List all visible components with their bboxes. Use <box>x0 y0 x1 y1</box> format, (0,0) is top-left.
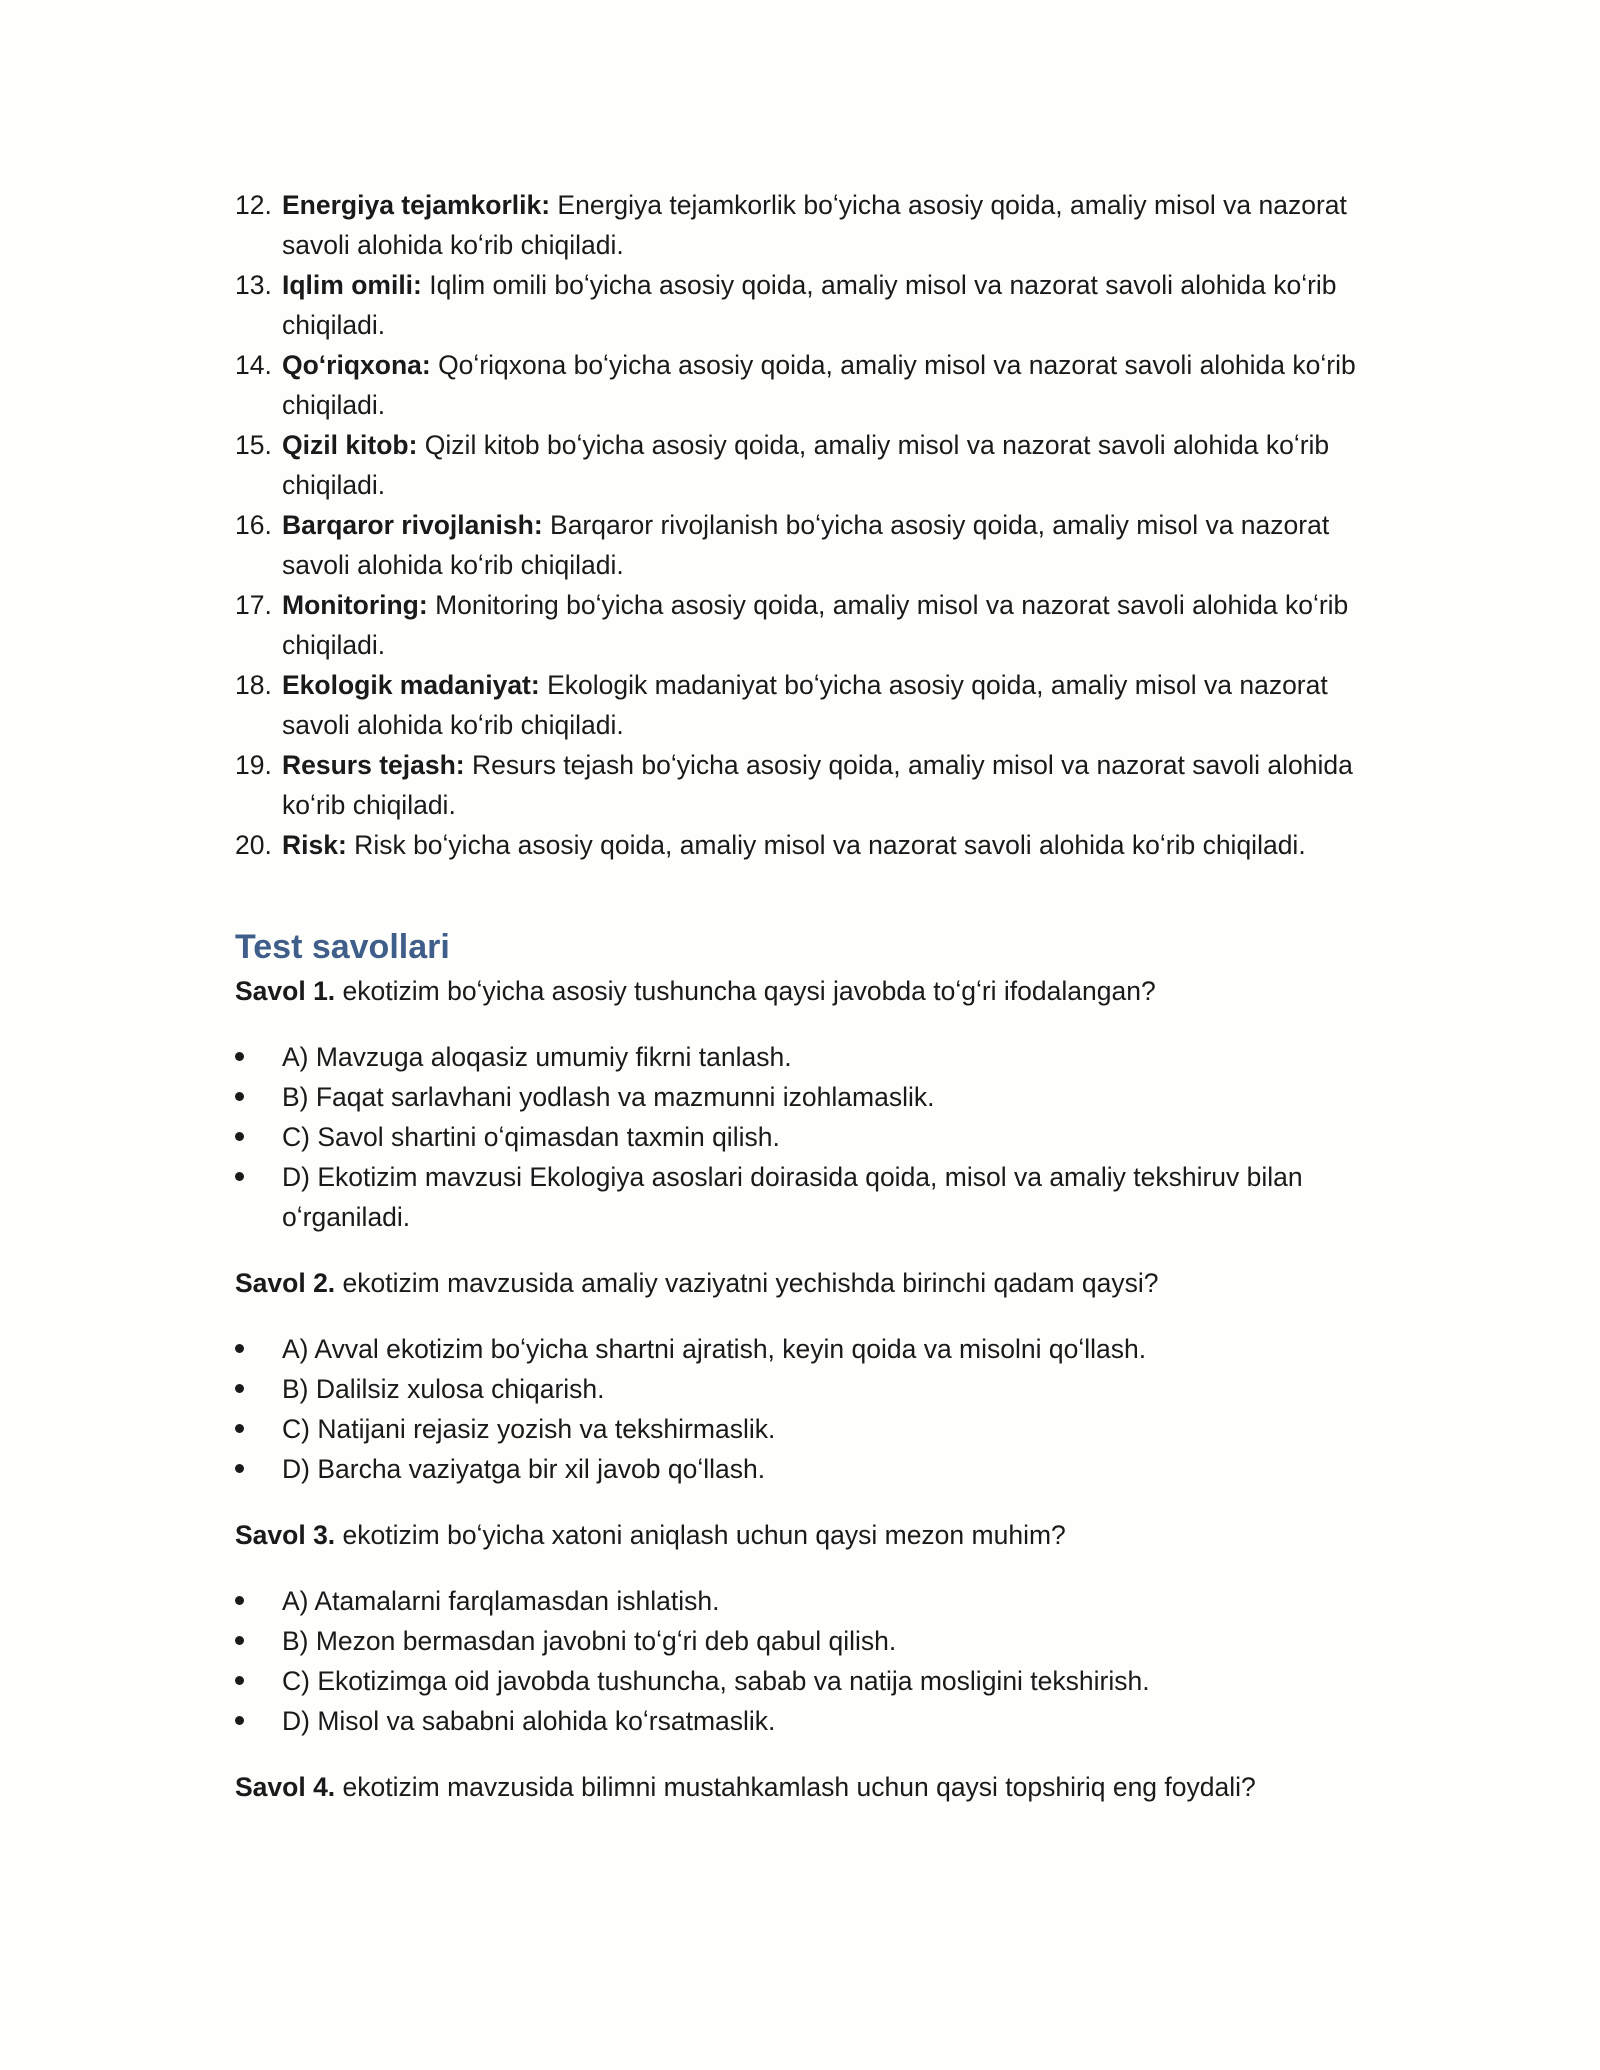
question-2 <box>235 1263 1365 1303</box>
item-text: Qoʻriqxona boʻyicha asosiy qoida, amaliy misol va nazorat savoli alohida koʻrib chiqiladi. <box>282 350 1356 420</box>
list-item <box>235 505 1365 585</box>
option-text: C) Savol shartini oʻqimasdan taxmin qilish. <box>282 1122 780 1152</box>
bullet-icon <box>235 1172 244 1181</box>
option-text: A) Atamalarni farqlamasdan ishlatish. <box>282 1586 720 1616</box>
question-label: Savol 2. <box>235 1268 336 1298</box>
question-label: Savol 3. <box>235 1520 336 1550</box>
bullet-icon <box>235 1424 244 1433</box>
answer-option <box>235 1329 1365 1369</box>
item-number: 16. <box>235 510 272 540</box>
list-item <box>235 425 1365 505</box>
option-text: B) Dalilsiz xulosa chiqarish. <box>282 1374 605 1404</box>
answer-options <box>235 1037 1365 1237</box>
item-text: Barqaror rivojlanish boʻyicha asosiy qoida, amaliy misol va nazorat savoli alohida koʻrib chiqiladi. <box>282 510 1330 580</box>
item-number: 12. <box>235 190 272 220</box>
item-term: Qoʻriqxona: <box>282 350 431 380</box>
list-item <box>235 745 1365 825</box>
option-text: A) Mavzuga aloqasiz umumiy fikrni tanlash. <box>282 1042 792 1072</box>
item-number: 14. <box>235 350 272 380</box>
question-1 <box>235 971 1365 1011</box>
item-term: Risk: <box>282 830 347 860</box>
question-text: ekotizim mavzusida bilimni mustahkamlash uchun qaysi topshiriq eng foydali? <box>335 1772 1256 1802</box>
answer-option <box>235 1077 1365 1117</box>
item-number: 13. <box>235 270 272 300</box>
option-text: C) Ekotizimga oid javobda tushuncha, sabab va natija mosligini tekshirish. <box>282 1666 1150 1696</box>
bullet-icon <box>235 1344 244 1353</box>
bullet-icon <box>235 1716 244 1725</box>
answer-option <box>235 1157 1365 1237</box>
answer-option <box>235 1117 1365 1157</box>
list-item <box>235 585 1365 665</box>
option-text: C) Natijani rejasiz yozish va tekshirmaslik. <box>282 1414 776 1444</box>
option-text: D) Ekotizim mavzusi Ekologiya asoslari doirasida qoida, misol va amaliy tekshiruv bilan oʻrganiladi. <box>282 1162 1303 1232</box>
bullet-icon <box>235 1052 244 1061</box>
item-term: Ekologik madaniyat: <box>282 670 540 700</box>
question-text: ekotizim boʻyicha xatoni aniqlash uchun qaysi mezon muhim? <box>335 1520 1066 1550</box>
item-term: Monitoring: <box>282 590 428 620</box>
list-item <box>235 185 1365 265</box>
item-text: Monitoring boʻyicha asosiy qoida, amaliy misol va nazorat savoli alohida koʻrib chiqiladi. <box>282 590 1349 660</box>
bullet-icon <box>235 1464 244 1473</box>
bullet-icon <box>235 1092 244 1101</box>
item-term: Barqaror rivojlanish: <box>282 510 543 540</box>
item-text: Energiya tejamkorlik boʻyicha asosiy qoida, amaliy misol va nazorat savoli alohida koʻrib chiqiladi. <box>282 190 1347 260</box>
option-text: D) Misol va sababni alohida koʻrsatmaslik. <box>282 1706 776 1736</box>
item-text: Risk boʻyicha asosiy qoida, amaliy misol va nazorat savoli alohida koʻrib chiqiladi. <box>346 830 1306 860</box>
item-text: Ekologik madaniyat boʻyicha asosiy qoida, amaliy misol va nazorat savoli alohida koʻrib chiqiladi. <box>282 670 1328 740</box>
answer-option <box>235 1701 1365 1741</box>
bullet-icon <box>235 1596 244 1605</box>
answer-option <box>235 1621 1365 1661</box>
item-term: Qizil kitob: <box>282 430 418 460</box>
question-text: ekotizim boʻyicha asosiy tushuncha qaysi javobda toʻgʻri ifodalangan? <box>335 976 1156 1006</box>
question-4 <box>235 1767 1365 1807</box>
list-item <box>235 265 1365 345</box>
item-term: Resurs tejash: <box>282 750 465 780</box>
item-term: Energiya tejamkorlik: <box>282 190 551 220</box>
option-text: A) Avval ekotizim boʻyicha shartni ajratish, keyin qoida va misolni qoʻllash. <box>282 1334 1147 1364</box>
question-3 <box>235 1515 1365 1555</box>
item-number: 15. <box>235 430 272 460</box>
item-number: 20. <box>235 830 272 860</box>
question-label: Savol 4. <box>235 1772 336 1802</box>
bullet-icon <box>235 1636 244 1645</box>
bullet-icon <box>235 1676 244 1685</box>
option-text: B) Faqat sarlavhani yodlash va mazmunni izohlamaslik. <box>282 1082 935 1112</box>
answer-option <box>235 1369 1365 1409</box>
answer-options <box>235 1581 1365 1741</box>
item-text: Qizil kitob boʻyicha asosiy qoida, amaliy misol va nazorat savoli alohida koʻrib chiqiladi. <box>282 430 1330 500</box>
answer-option <box>235 1037 1365 1077</box>
question-label: Savol 1. <box>235 976 336 1006</box>
question-text: ekotizim mavzusida amaliy vaziyatni yechishda birinchi qadam qaysi? <box>335 1268 1159 1298</box>
page-content <box>235 185 1365 1833</box>
item-text: Resurs tejash boʻyicha asosiy qoida, amaliy misol va nazorat savoli alohida koʻrib chiqiladi. <box>282 750 1353 820</box>
item-text: Iqlim omili boʻyicha asosiy qoida, amaliy misol va nazorat savoli alohida koʻrib chiqiladi. <box>282 270 1337 340</box>
answer-option <box>235 1581 1365 1621</box>
section-heading: Test savollari <box>235 928 450 966</box>
list-item <box>235 665 1365 745</box>
option-text: B) Mezon bermasdan javobni toʻgʻri deb qabul qilish. <box>282 1626 897 1656</box>
bullet-icon <box>235 1132 244 1141</box>
list-item <box>235 345 1365 425</box>
item-number: 18. <box>235 670 272 700</box>
item-term: Iqlim omili: <box>282 270 422 300</box>
answer-option <box>235 1661 1365 1701</box>
bullet-icon <box>235 1384 244 1393</box>
answer-option <box>235 1449 1365 1489</box>
answer-option <box>235 1409 1365 1449</box>
item-number: 19. <box>235 750 272 780</box>
numbered-list <box>235 185 1365 865</box>
option-text: D) Barcha vaziyatga bir xil javob qoʻllash. <box>282 1454 766 1484</box>
list-item <box>235 825 1365 865</box>
answer-options <box>235 1329 1365 1489</box>
item-number: 17. <box>235 590 272 620</box>
